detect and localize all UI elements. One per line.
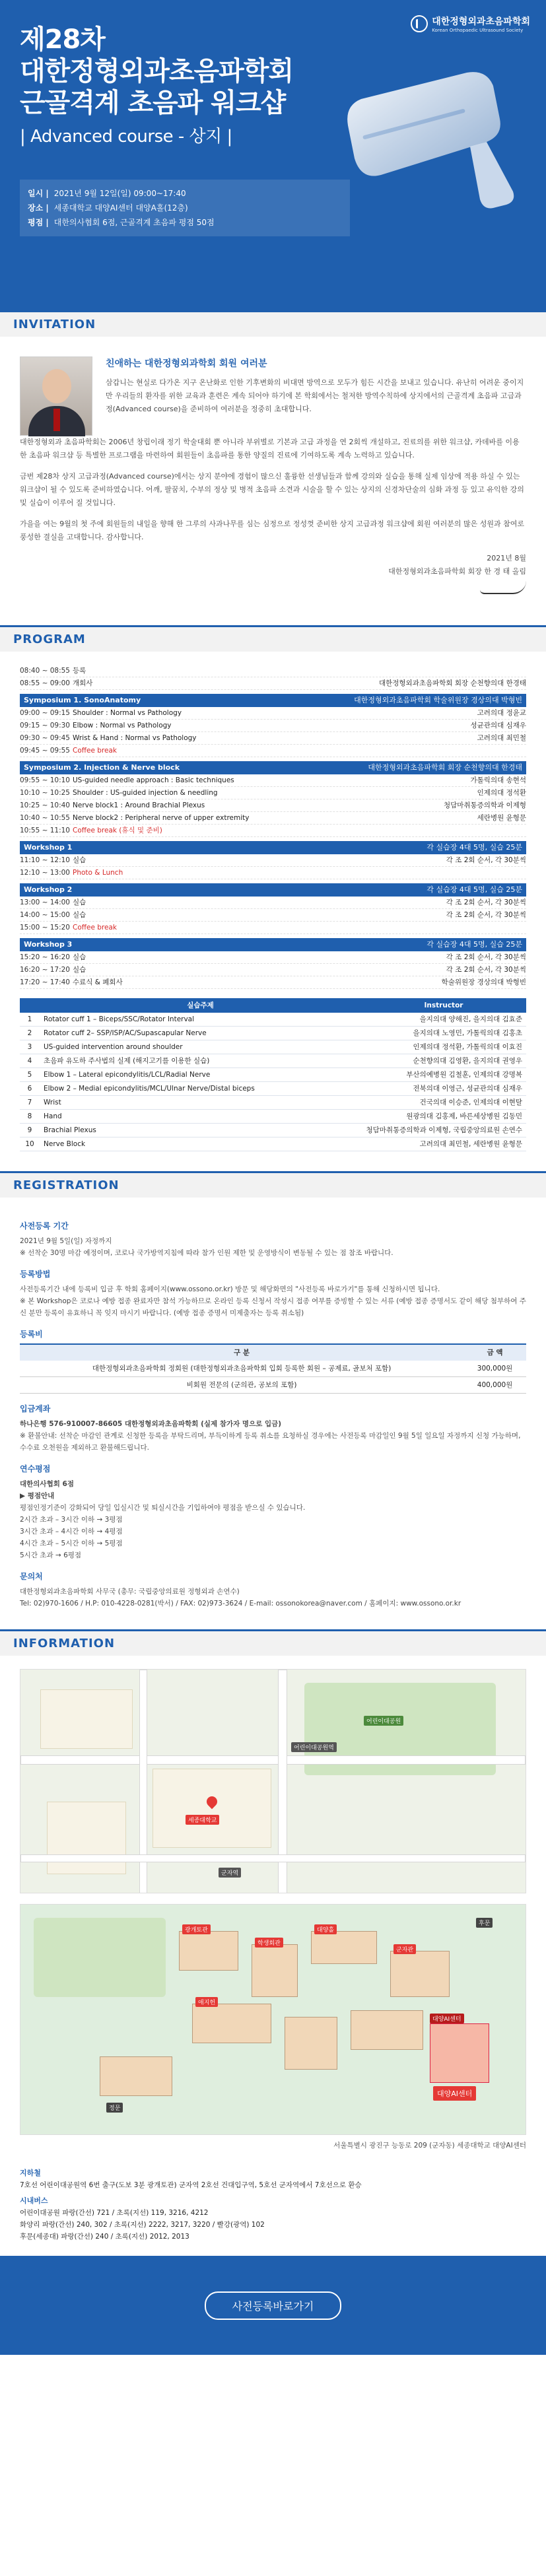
session-chair: 각 실습장 4대 5명, 실습 25분 — [427, 885, 522, 894]
program-speaker: 고려의대 최민철 — [477, 734, 526, 742]
program-row — [20, 745, 526, 757]
list-item: 2시간 초과 – 3시간 이하 → 3평점 — [20, 1516, 123, 1524]
building-label: 학생회관 — [255, 1938, 283, 1948]
lecture-n: 6 — [20, 1082, 40, 1096]
invitation-section — [0, 337, 546, 625]
program-row — [20, 825, 526, 837]
program-speaker: 세란병원 윤형문 — [477, 814, 526, 822]
program-time: 08:55 ~ 09:00 — [20, 679, 70, 687]
lecture-inst: 부산의예병원 김철훈, 인제의대 강명복 — [361, 1068, 526, 1082]
logo-korean-name: 대한정형외과초음파학회 — [432, 17, 530, 27]
lecture-inst: 전북의대 이영근, 성균관의대 심재우 — [361, 1082, 526, 1096]
program-time: 10:40 ~ 10:55 — [20, 814, 70, 822]
lecture-topic: Wrist — [40, 1096, 361, 1110]
table-row — [20, 1013, 526, 1027]
program-row — [20, 677, 526, 690]
program-title: Coffee break — [73, 747, 117, 755]
list-item: 4시간 초과 – 5시간 이하 → 5평점 — [20, 1540, 123, 1547]
footer-cta — [0, 2256, 546, 2355]
bus-title: 시내버스 — [20, 2196, 48, 2205]
program-time: 08:40 ~ 08:55 — [20, 667, 70, 675]
program-title: US-guided needle approach : Basic techniques — [73, 776, 234, 784]
session-chair: 대한정형외과초음파학회 학술위원장 경상의대 박형빈 — [354, 696, 522, 704]
program-title: 실습 — [73, 898, 86, 906]
reg-method-title: 등록방법 — [20, 1270, 51, 1279]
hero-edition: 제28차 — [20, 24, 105, 55]
building-label: 애지헌 — [195, 1997, 218, 2007]
session-header — [20, 694, 526, 707]
program-time: 10:25 ~ 10:40 — [20, 801, 70, 809]
list-item: 5시간 초과 → 6평점 — [20, 1551, 82, 1559]
area-map — [20, 1669, 526, 1893]
program-title: 실습 — [73, 966, 86, 974]
program-row — [20, 867, 526, 879]
program-row — [20, 909, 526, 922]
program-time: 15:00 ~ 15:20 — [20, 924, 70, 932]
lecture-n: 1 — [20, 1013, 40, 1027]
session-header — [20, 841, 526, 854]
society-logo-icon — [411, 15, 428, 32]
lecture-n: 10 — [20, 1137, 40, 1151]
program-row — [20, 787, 526, 799]
lecture-header-number — [20, 998, 40, 1013]
reg-period-title: 사전등록 기간 — [20, 1221, 69, 1231]
reg-period-value: 2021년 9월 5일(일) 자정까지 — [20, 1237, 112, 1245]
program-time: 13:00 ~ 14:00 — [20, 898, 70, 906]
session-chair: 각 실습장 4대 5명, 실습 25분 — [427, 940, 522, 949]
building-label: 광개토관 — [182, 1924, 211, 1934]
program-row — [20, 707, 526, 720]
section-program-header: PROGRAM — [0, 625, 546, 652]
program-time: 09:15 ~ 09:30 — [20, 722, 70, 729]
fee-header-category: 구 분 — [20, 1344, 463, 1361]
section-invitation-header: INVITATION — [0, 310, 546, 337]
hero-event-info — [20, 180, 350, 236]
program-time: 17:20 ~ 17:40 — [20, 978, 70, 986]
lecture-header-instructor: Instructor — [361, 998, 526, 1013]
lecture-inst: 을지의대 노영민, 가톨릭의대 김홍초 — [361, 1027, 526, 1040]
reg-period-note: ※ 선착순 30명 마감 예정이며, 코로나 국가방역지침에 따라 참가 인원 제한 및 운영방식이 변동될 수 있는 점 참조 바랍니다. — [20, 1249, 393, 1257]
program-title: 실습 — [73, 856, 86, 864]
program-speaker: 각 조 2회 순서, 각 30분씩 — [446, 856, 526, 864]
table-row — [20, 1040, 526, 1054]
fee-table — [20, 1343, 526, 1394]
subway-title: 지하철 — [20, 2169, 41, 2177]
lecture-n: 5 — [20, 1068, 40, 1082]
list-item: 어린이대공원 파랑(간선) 721 / 초록(지선) 119, 3216, 4212 — [20, 2209, 209, 2217]
program-speaker: 성균관의대 심재우 — [470, 722, 526, 729]
program-title: Shoulder : Normal vs Pathology — [73, 709, 182, 717]
lecture-topic: Nerve Block — [40, 1137, 361, 1151]
table-row — [20, 1027, 526, 1040]
program-speaker: 각 조 2회 순서, 각 30분씩 — [446, 898, 526, 906]
registration-section — [0, 1198, 546, 1629]
program-title: 실습 — [73, 953, 86, 961]
invitation-paragraph: 삼갑니는 현실로 다가온 지구 온난화로 인한 기후변화의 비대면 방역으로 모두가 힘든 시간을 보내고 있습니다. 유난히 어려운 중이지만 우리들의 환자를 위한 교육과 훈련은 계속 되어야 하기에 본 학회에서는 철저한 방역수칙하에 상지에서의 근골격계 초음파 고급과정(Advanced course)을 준비하여 여러분을 정중히 초대합니다. — [106, 378, 524, 413]
lecture-inst: 원광의대 김홍제, 바른세상병원 김동민 — [361, 1110, 526, 1124]
lecture-n: 2 — [20, 1027, 40, 1040]
lecture-n: 4 — [20, 1054, 40, 1068]
program-row — [20, 951, 526, 964]
reg-credits-us-text: 평점인정기준이 강화되어 당일 입실시간 및 퇴실시간을 기입하여야 평점을 받으실 수 있습니다. — [20, 1504, 306, 1512]
workshop-topic-table — [20, 998, 526, 1151]
program-speaker — [328, 665, 526, 677]
program-speaker: 각 조 2회 순서, 각 30분씩 — [446, 953, 526, 961]
program-title: 수료식 & 폐회사 — [73, 978, 123, 986]
map-label: 어린이대공원 — [364, 1716, 403, 1726]
program-time: 10:10 ~ 10:25 — [20, 789, 70, 797]
reg-account-title: 입금계좌 — [20, 1404, 51, 1413]
information-section — [0, 1656, 546, 2163]
lecture-n: 8 — [20, 1110, 40, 1124]
table-row — [20, 1137, 526, 1151]
program-title: Elbow : Normal vs Pathology — [73, 722, 172, 729]
program-row — [20, 976, 526, 989]
invitation-signature: 2021년 8월 대한정형외과초음파학회 회장 한 경 태 올림 — [20, 552, 526, 599]
program-title: 등록 — [73, 667, 86, 675]
reg-method-text: 사전등록기간 내에 등록비 입금 후 학회 홈페이지(www.ossono.or.kr) 방문 및 해당화면의 "사전등록 바로가기"를 통해 신청하시면 됩니다. — [20, 1285, 440, 1293]
handwritten-signature — [480, 581, 526, 594]
map-label: 어린이대공원역 — [291, 1742, 337, 1752]
reg-credits-us: ▶ 평점안내 — [20, 1492, 55, 1500]
table-row — [20, 1124, 526, 1137]
road — [20, 1854, 526, 1862]
program-time: 09:30 ~ 09:45 — [20, 734, 70, 742]
lecture-inst: 을지의대 양해진, 을지의대 김효준 — [361, 1013, 526, 1027]
program-title: Nerve block2 : Peripheral nerve of upper extremity — [73, 814, 250, 822]
lecture-inst: 고려의대 최민철, 세란병원 윤형문 — [361, 1137, 526, 1151]
gate-label: 정문 — [106, 2103, 123, 2113]
venue-address: 서울특별시 광진구 능동로 209 (군자동) 세종대학교 대양AI센터 — [333, 2142, 526, 2150]
list-item: 3시간 초과 – 4시간 이하 → 4평점 — [20, 1528, 123, 1536]
program-row — [20, 922, 526, 934]
lecture-topic: Hand — [40, 1110, 361, 1124]
program-row — [20, 964, 526, 976]
program-time: 16:20 ~ 17:20 — [20, 966, 70, 974]
table-row: 비회원 전문의 (군의관, 공보의 포함) 400,000원 — [20, 1377, 526, 1394]
session-title: Symposium 2. Injection & Nerve block — [24, 763, 180, 772]
lecture-inst: 인제의대 정석환, 가톨릭의대 이효진 — [361, 1040, 526, 1054]
hero-titles — [20, 24, 293, 147]
hero-society: 대한정형외과초음파학회 — [20, 56, 294, 86]
fee-header-amount: 금 액 — [463, 1344, 526, 1361]
program-time: 11:10 ~ 12:10 — [20, 856, 70, 864]
map-label: 세종대학교 — [186, 1815, 219, 1825]
lecture-n: 9 — [20, 1124, 40, 1137]
session-title: Workshop 1 — [24, 843, 73, 852]
program-row — [20, 897, 526, 909]
program-speaker: 각 조 2회 순서, 각 30분씩 — [446, 911, 526, 919]
table-row — [20, 1110, 526, 1124]
section-information-header: INFORMATION — [0, 1629, 546, 1656]
gate-label: 후문 — [476, 1918, 493, 1928]
program-speaker: 청담마취통증의학과 이제형 — [443, 801, 526, 809]
session-chair: 각 실습장 4대 5명, 실습 25분 — [427, 843, 522, 852]
program-title: 개회사 — [73, 679, 93, 687]
pre-registration-button[interactable]: 사전등록바로가기 — [205, 2291, 342, 2320]
logo-english-name: Korean Orthopaedic Ultrasound Society — [432, 28, 524, 33]
reg-account-value: 하나은행 576-910007-86605 대한정형외과초음파학회 (실제 참가자 명으로 입금) — [20, 1420, 282, 1428]
lecture-n: 3 — [20, 1040, 40, 1054]
table-row — [20, 1054, 526, 1068]
program-title: Coffee break — [73, 924, 117, 932]
president-photo — [20, 356, 92, 436]
lecture-topic: Rotator cuff 1 – Biceps/SSC/Rotator Interval — [40, 1013, 361, 1027]
program-section — [0, 652, 546, 1171]
program-title: Coffee break (휴식 및 준비) — [73, 827, 162, 834]
table-row — [20, 1068, 526, 1082]
program-time: 10:55 ~ 11:10 — [20, 827, 70, 834]
program-time: 09:45 ~ 09:55 — [20, 747, 70, 755]
program-title: Shoulder : US-guided injection & needling — [73, 789, 218, 797]
program-sessions — [20, 694, 526, 989]
reg-contact-title: 문의처 — [20, 1572, 43, 1581]
hero-course: | Advanced course - 상지 | — [20, 127, 232, 147]
map-label: 군자역 — [219, 1868, 241, 1878]
lecture-topic: Elbow 1 – Lateral epicondylitis/LCL/Radial Nerve — [40, 1068, 361, 1082]
building-label: 대양홀 — [314, 1924, 337, 1934]
session-chair: 대한정형외과초음파학회 회장 순천향의대 한경태 — [368, 763, 522, 772]
invitation-heading: 친애하는 대한정형외과학회 회원 여러분 — [106, 358, 267, 369]
program-row — [20, 732, 526, 745]
program-title: Photo & Lunch — [73, 869, 123, 877]
table-row: 대한정형외과초음파학회 정회원 (대한정형외과초음파학회 입회 등록한 회원 – 공제료, 골보처 포함) 300,000원 — [20, 1361, 526, 1377]
program-speaker — [328, 825, 526, 836]
reg-credits-title: 연수평점 — [20, 1464, 51, 1474]
program-title: Nerve block1 : Around Brachial Plexus — [73, 801, 205, 809]
program-time: 14:00 ~ 15:00 — [20, 911, 70, 919]
reg-contact-line: 대한정형외과초음파학회 사무국 (총무: 국립중앙의료원 정형외과 손연수) — [20, 1588, 240, 1596]
program-row — [20, 812, 526, 825]
lecture-topic: Rotator cuff 2– SSP/ISP/AC/Supascapular Nerve — [40, 1027, 361, 1040]
target-building-label: 대양AI센터 — [433, 2086, 476, 2101]
program-speaker — [328, 745, 526, 757]
lecture-inst: 순천향의대 김영환, 을지의대 권영우 — [361, 1054, 526, 1068]
session-header — [20, 883, 526, 897]
target-building — [430, 2023, 489, 2083]
program-row — [20, 854, 526, 867]
program-speaker: 인제의대 정석환 — [477, 789, 526, 797]
event-place-row: 장소 | 세종대학교 대양AI센터 대양A홀(12층) — [28, 203, 188, 213]
lecture-header-topic: 실습주제 — [40, 998, 361, 1013]
ultrasound-probe-illustration — [335, 59, 520, 218]
reg-method-note: ※ 본 Workshop은 코로나 예방 접종 완료자만 참석 가능하므로 온라인 등록 신청서 작성시 접종 여부를 증빙할 수 있는 서류 (예방 접종 증명서도 같이 해당 첨부하여 주신 분만 등록이 유효하니 꼭 잊지 마시기 바랍니다. (예방 접종 증명서 미제출자는 등록 취소됨) — [20, 1297, 526, 1317]
society-logo — [411, 15, 530, 33]
program-time: 09:55 ~ 10:10 — [20, 776, 70, 784]
lecture-inst: 건국의대 이승준, 인제의대 이현탈 — [361, 1096, 526, 1110]
program-title: Wrist & Hand : Normal vs Pathology — [73, 734, 197, 742]
reg-fee-title: 등록비 — [20, 1330, 43, 1339]
session-title: Workshop 3 — [24, 940, 73, 949]
session-title: Workshop 2 — [24, 885, 73, 894]
program-speaker: 가톨릭의대 송현석 — [470, 776, 526, 784]
session-title: Symposium 1. SonoAnatomy — [24, 696, 141, 704]
program-speaker: 각 조 2회 순서, 각 30분씩 — [446, 966, 526, 974]
hero-banner — [0, 0, 546, 310]
lecture-inst: 청담마취통증의학과 이제형, 국립중앙의료원 손연수 — [361, 1124, 526, 1137]
list-item: 화양리 파랑(간선) 240, 302 / 초록(지선) 2222, 3217, 3220 / 빨강(광역) 102 — [20, 2221, 265, 2229]
hero-workshop: 근골격계 초음파 워크샵 — [20, 88, 286, 118]
invitation-paragraph: 금번 제28차 상지 고급과정(Advanced course)에서는 상지 분야에 경험이 많으신 훌륭한 선생님들과 함께 강의와 실습을 통해 실제 임상에 적용 하실 수 있는 워크샵이 될 수 있도록 준비하였습니다. 어깨, 팔꿈치, 수부의 정상 및 병적 초음파 소견과 시술을 할 수 있는 상지의 신경차단술의 심화 과정 등 있고 유익한 강의 및 실습이 이루어 질 것입니다. — [20, 472, 524, 507]
program-time: 09:00 ~ 09:15 — [20, 709, 70, 717]
session-header — [20, 938, 526, 951]
invitation-paragraph: 대한정형외과 초음파학회는 2006년 창립이래 정기 학술대회 뿐 아니라 부위별로 기본과 고급 과정을 연 2회씩 개설하고, 진료의를 위한 워크샵, 카데바를 이용한 초음파 워크샵 등 특별한 프로그램을 마련하여 회원들이 초음파를 통한 양질의 진료에 기여하도록 계속 노력하고 있습니다. — [20, 438, 520, 459]
invitation-paragraph: 가을을 여는 9월의 첫 주에 회원들의 내일을 향해 한 그루의 사과나무를 심는 심정으로 정성껏 준비한 상지 고급과정 워크샵에 회원 여러분의 많은 성원과 참여로 풍성한 결실을 고대합니다. 감사합니다. — [20, 520, 524, 541]
building-label: 대양AI센터 — [430, 2014, 464, 2023]
table-row — [20, 1082, 526, 1096]
program-row — [20, 720, 526, 732]
table-row — [20, 1096, 526, 1110]
event-credit-row: 평점 | 대한의사협회 6점, 근골격계 초음파 평점 50점 — [28, 218, 215, 227]
program-speaker: 고려의대 정윤교 — [477, 709, 526, 717]
program-speaker — [328, 867, 526, 879]
lecture-topic: 초음파 유도하 주사법의 실제 (해지고기를 이용한 실습) — [40, 1054, 361, 1068]
program-row — [20, 665, 526, 677]
section-registration-header: REGISTRATION — [0, 1171, 546, 1198]
program-speaker: 학술위원장 경상의대 박형빈 — [441, 978, 526, 986]
lecture-topic: Brachial Plexus — [40, 1124, 361, 1137]
program-time: 12:10 ~ 13:00 — [20, 869, 70, 877]
subway-text: 7호선 어린이대공원역 6번 출구(도보 3분 광개토관) 군자역 2호선 건대입구역, 5호선 군자역에서 7호선으로 환승 — [20, 2181, 362, 2189]
program-speaker: 대한정형외과초음파학회 회장 순천향의대 한경태 — [378, 679, 526, 687]
program-opening — [20, 665, 526, 690]
building-label: 군자관 — [393, 1944, 416, 1954]
reg-account-note: ※ 환불안내: 선착순 마감인 관계로 신청한 등록을 부탁드리며, 부득이하게 등록 취소를 요청하실 경우에는 사전등록 마감일인 9월 5일 일요일 자정까지 신청 가능하며, 수수료 오천원을 제외하고 환불해드립니다. — [20, 1432, 521, 1452]
session-header — [20, 761, 526, 774]
program-speaker — [328, 922, 526, 933]
program-row — [20, 774, 526, 787]
transit-info — [0, 2167, 546, 2256]
program-title: 실습 — [73, 911, 86, 919]
program-row — [20, 799, 526, 812]
lecture-n: 7 — [20, 1096, 40, 1110]
road — [20, 1755, 526, 1765]
lecture-topic: US-guided intervention around shoulder — [40, 1040, 361, 1054]
campus-map — [20, 1904, 526, 2135]
reg-contact-line: Tel: 02)970-1606 / H.P: 010-4228-0281(박서) / FAX: 02)973-3624 / E-mail: ossonokorea@naver.com / 홈페이지: www.ossono.or.kr — [20, 1600, 461, 1608]
lecture-topic: Elbow 2 – Medial epicondylitis/MCL/Ulnar Nerve/Distal biceps — [40, 1082, 361, 1096]
list-item: 후문(세종대) 파랑(간선) 240 / 초록(지선) 2012, 2013 — [20, 2233, 189, 2241]
event-date-row: 일시 | 2021년 9월 12일(일) 09:00~17:40 — [28, 189, 186, 198]
program-time: 15:20 ~ 16:20 — [20, 953, 70, 961]
reg-credits-kma: 대한의사협회 6점 — [20, 1480, 74, 1488]
